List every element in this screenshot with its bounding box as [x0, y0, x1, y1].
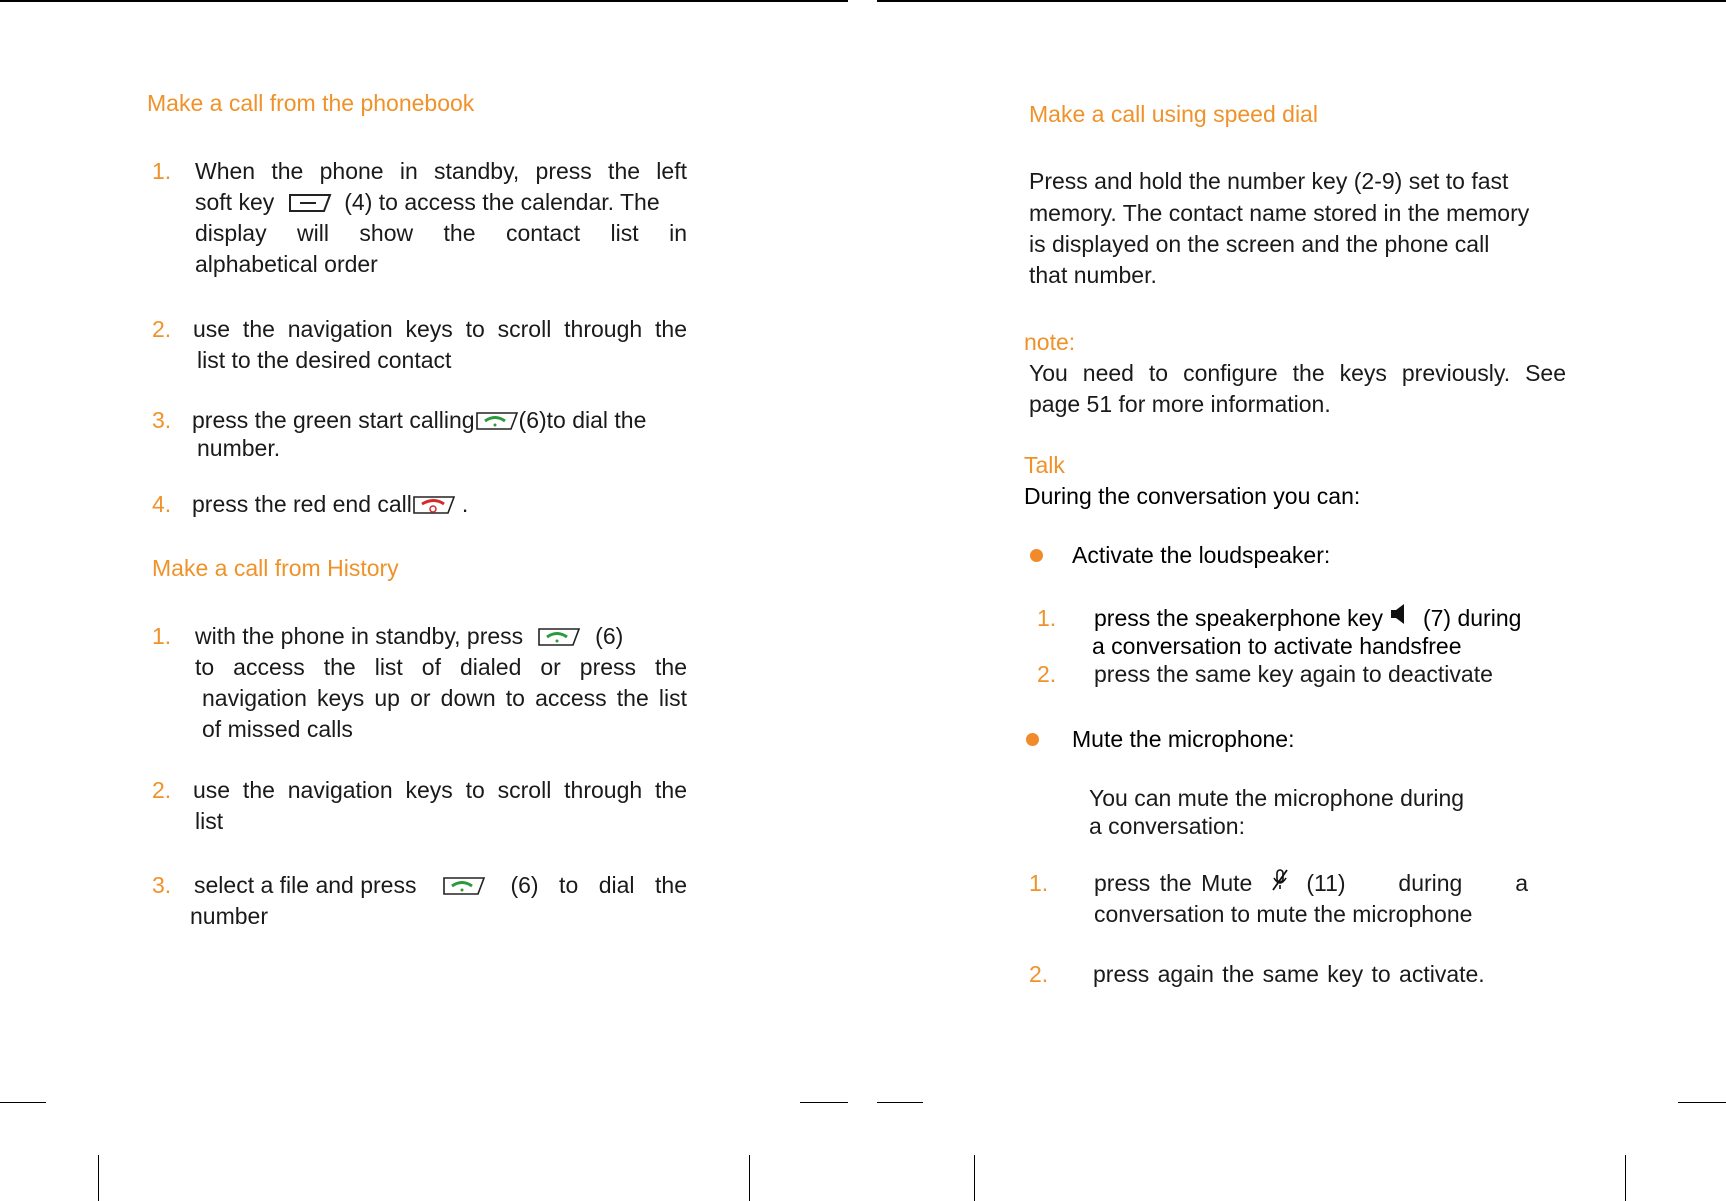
loudspeaker-title: Activate the loudspeaker: — [1072, 542, 1331, 568]
note-line: You need to configure the keys previously. See — [1029, 360, 1566, 386]
paragraph-line: You can mute the microphone during — [1089, 785, 1465, 811]
step-text-line — [195, 187, 687, 218]
step-text: press the green start calling — [192, 407, 475, 433]
crop-mark — [800, 1102, 848, 1103]
step-text-line: to access the list of dialed or press the — [195, 654, 687, 680]
step-text: press the red end call — [192, 491, 412, 517]
phonebook-heading: Make a call from the phonebook — [147, 90, 475, 116]
talk-intro: During the conversation you can: — [1024, 483, 1361, 509]
left-soft-key-icon — [288, 192, 332, 214]
step-number: 1. — [1029, 870, 1049, 896]
step-text: select a file and press — [194, 872, 417, 898]
crop-mark — [974, 1155, 975, 1201]
crop-mark — [1678, 1102, 1726, 1103]
step-text: (6) — [595, 623, 624, 649]
step-number: 2. — [152, 316, 172, 342]
step-number: 2. — [1037, 661, 1057, 687]
step-text: soft key — [195, 189, 275, 215]
speaker-icon — [1389, 602, 1411, 626]
step-text: (4) to access the calendar. The — [344, 189, 660, 215]
step-number: 2. — [1029, 961, 1049, 987]
history-heading: Make a call from History — [152, 555, 399, 581]
speed-dial-heading: Make a call using speed dial — [1029, 101, 1318, 127]
top-rule-right — [877, 0, 1726, 2]
note-line: page 51 for more information. — [1029, 391, 1331, 417]
step-text-line: a conversation to activate handsfree — [1092, 633, 1462, 659]
step-text-line — [192, 489, 468, 520]
crop-mark — [98, 1155, 99, 1201]
step-text-line: use the navigation keys to scroll through the — [193, 777, 687, 803]
red-end-call-key-icon — [412, 494, 456, 516]
step-text-line — [192, 405, 646, 436]
paragraph-line: is displayed on the screen and the phone call — [1029, 231, 1490, 257]
step-text-line: press the same key again to deactivate — [1094, 661, 1493, 687]
step-text: press the Mute — [1094, 870, 1253, 896]
step-text-line: navigation keys up or down to access the list — [202, 685, 687, 711]
step-text-line: conversation to mute the microphone — [1094, 901, 1473, 927]
step-text: (6)to dial the — [518, 407, 647, 433]
step-text: (7) during — [1422, 605, 1522, 631]
green-call-key-icon — [537, 626, 581, 648]
step-number: 1. — [152, 158, 172, 184]
talk-heading: Talk — [1024, 452, 1065, 478]
step-number: 1. — [1037, 605, 1057, 631]
bullet-dot — [1030, 549, 1043, 562]
step-text-line: use the navigation keys to scroll through the — [193, 316, 687, 342]
paragraph-line: Press and hold the number key (2-9) set to fast — [1029, 168, 1509, 194]
crop-mark — [877, 1102, 923, 1103]
step-text-line: list to the desired contact — [197, 347, 452, 373]
paragraph-line: memory. The contact name stored in the memory — [1029, 200, 1530, 226]
note-label: note: — [1024, 329, 1076, 355]
step-text: (6) to dial the — [510, 872, 687, 898]
step-text: press the speakerphone key — [1094, 605, 1383, 631]
mute-title: Mute the microphone: — [1072, 726, 1295, 752]
crop-mark — [0, 1102, 46, 1103]
bullet-dot — [1026, 733, 1039, 746]
step-text-line: When the phone in standby, press the left — [195, 158, 687, 184]
step-number: 4. — [152, 491, 172, 517]
step-text-line: list — [195, 808, 224, 834]
step-text-line — [1094, 868, 1528, 899]
step-text: (11) during a — [1306, 870, 1528, 896]
step-text-line: press again the same key to activate. — [1093, 961, 1485, 987]
step-text-line: number — [190, 903, 268, 929]
step-text-line: alphabetical order — [195, 251, 378, 277]
crop-mark — [749, 1155, 750, 1201]
step-text: . — [461, 491, 469, 517]
crop-mark — [1625, 1155, 1626, 1201]
step-text-line — [1094, 603, 1521, 634]
green-call-key-icon — [475, 410, 519, 432]
paragraph-line: that number. — [1029, 262, 1157, 288]
step-text-line — [195, 621, 623, 652]
paragraph-line: a conversation: — [1089, 813, 1245, 839]
green-call-key-icon — [442, 875, 486, 897]
step-text-line — [194, 870, 687, 901]
step-number: 1. — [152, 623, 172, 649]
mute-microphone-icon — [1270, 868, 1290, 892]
step-text-line: number. — [197, 435, 281, 461]
step-number: 3. — [152, 872, 172, 898]
step-text: with the phone in standby, press — [195, 623, 524, 649]
step-text-line: of missed calls — [202, 716, 353, 742]
step-number: 2. — [152, 777, 172, 803]
step-number: 3. — [152, 407, 172, 433]
step-text-line: display will show the contact list in — [195, 220, 687, 246]
top-rule-left — [0, 0, 848, 2]
